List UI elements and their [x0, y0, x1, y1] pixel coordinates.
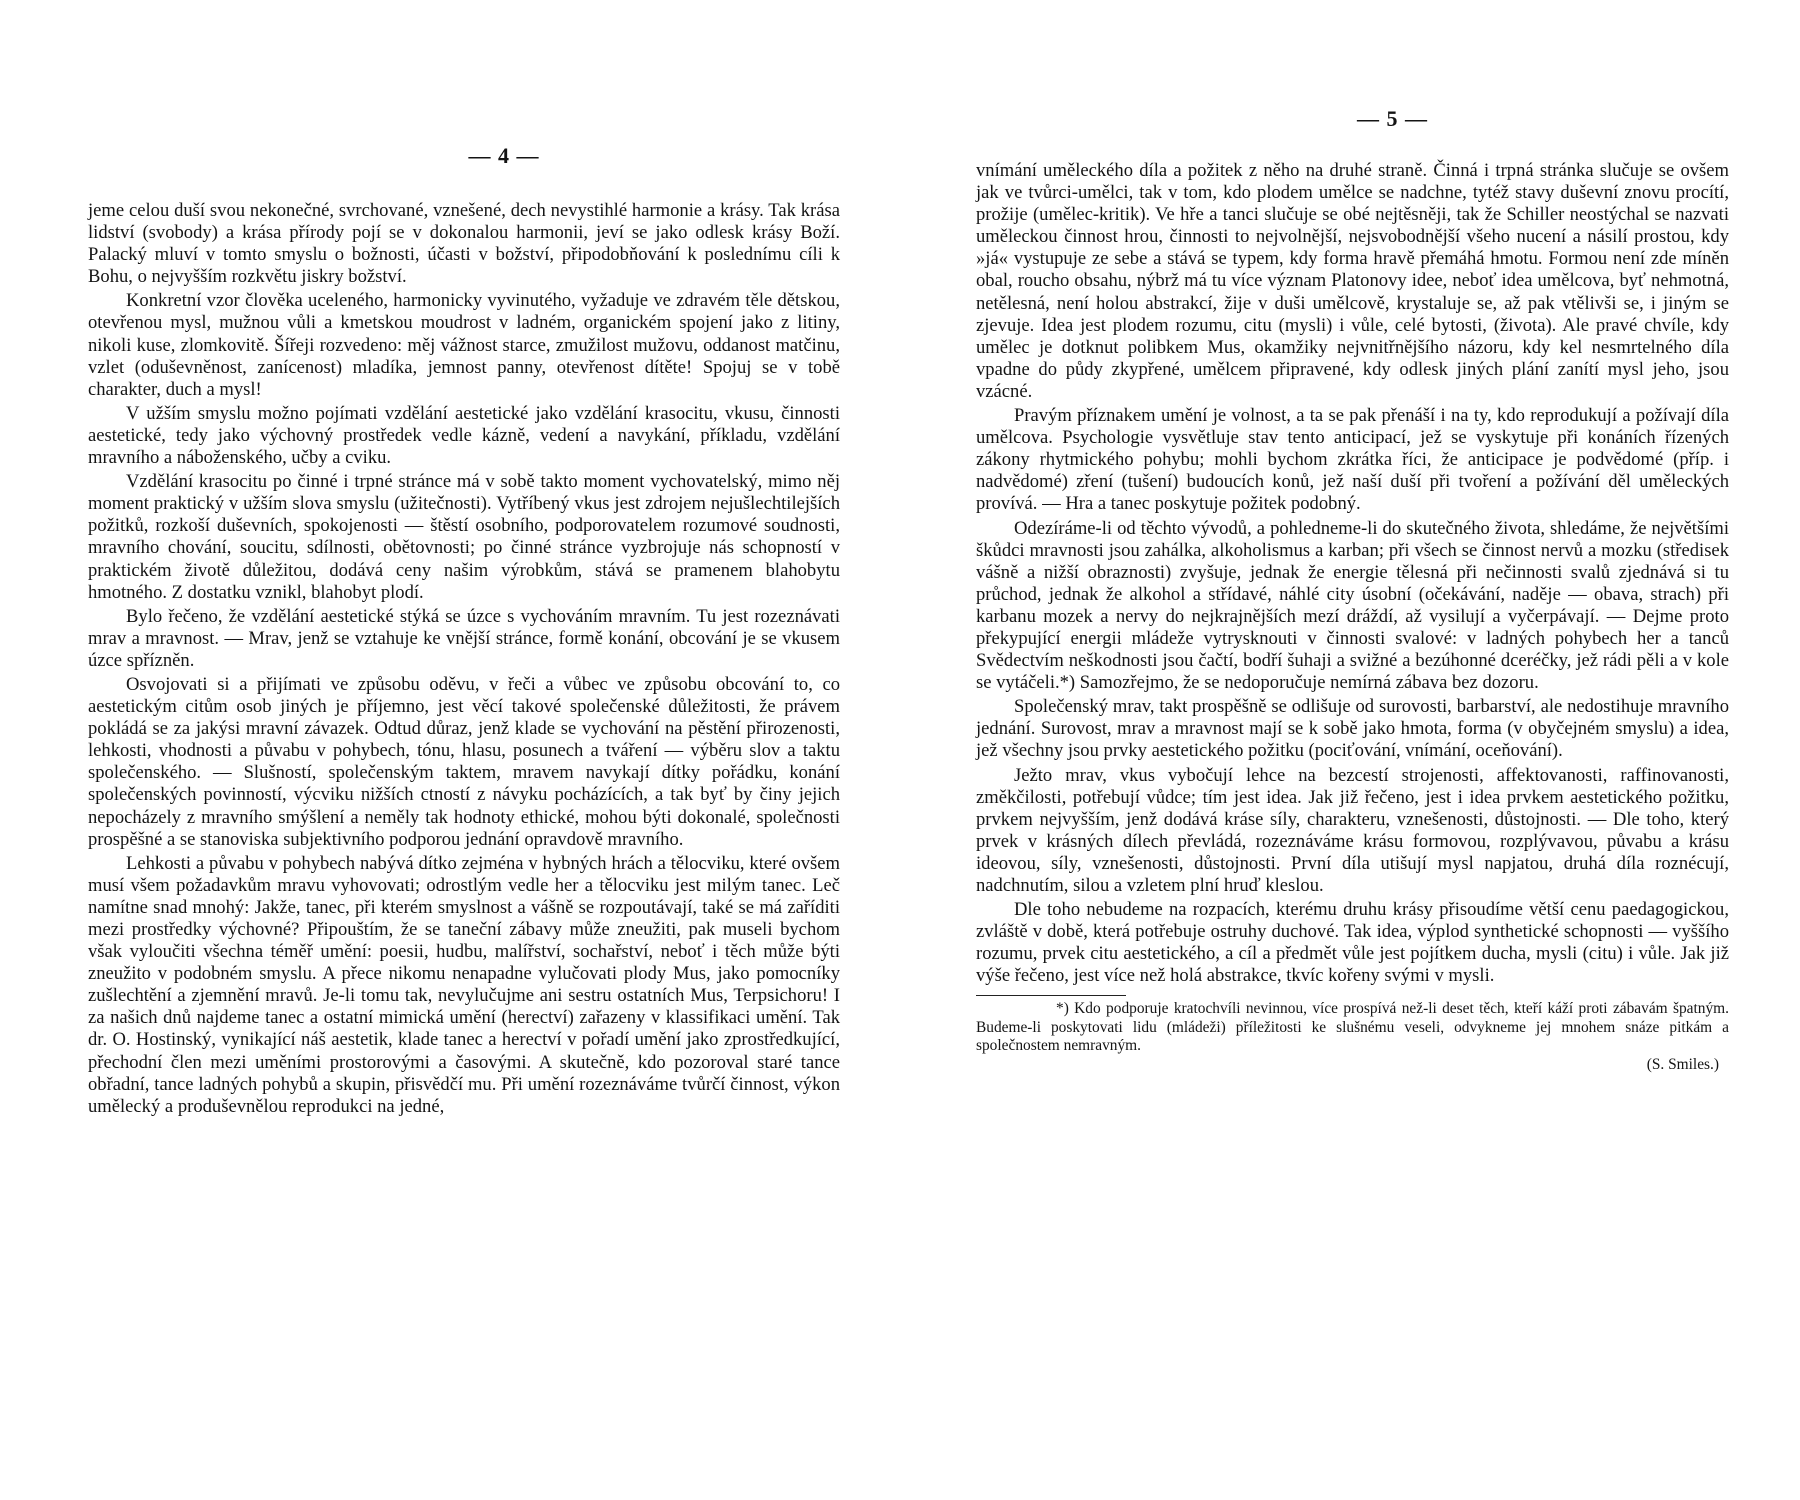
paragraph: Osvojovati si a přijímati ve způsobu oděvu, v řeči a vůbec ve způsobu obcování to, co aestetickým citům osob jiných je příjemno, jest věcí takové společenské důležitosti, že právem pokládá se za jakýsi mravní závazek. Odtud důraz, jenž klade se vychování na pěstění přirozenosti, lehkosti, vhodnosti a půvabu v pohybech, tónu, hlasu, posunech a tváření — výběru slov a taktu společenského. — Slušností, společenským taktem, mravem navykají dítky pořádku, konání společenských povinností, výcviku nižších ctností z návyku pocházících, a tak byť by činy jejich nepocházely z mravního smýšlení a neměly tak hodnoty ethické, mohou býti dokonalé, společnosti prospěšné a se stanoviska subjektivního podporou jednání opravdově mravního.: [88, 673, 840, 850]
footnote: *) Kdo podporuje kratochvíli nevinnou, více prospívá než-li deset těch, kteří káží proti zábavám špatným. Budeme-li poskytovati lidu (mládeži) příležitosti ke slušnému veseli, odvykneme jej mnohem snáze pitkám a společnostem nemravným.: [976, 1000, 1729, 1055]
paragraph: Společenský mrav, takt prospěšně se odlišuje od surovosti, barbarství, ale nedostihuje mravního jednání. Surovost, mrav a mravnost mají se k sobě jako hmota, forma (v obyčejném smyslu) a idea, jež všechny jsou prvky aestetického požitku (pociťování, vnímání, oceňování).: [976, 696, 1729, 762]
footnote-source: (S. Smiles.): [1646, 1055, 1719, 1073]
paragraph: Odezíráme-li od těchto vývodů, a pohledneme-li do skutečného života, shledáme, že největšími škůdci mravnosti jsou zahálka, alkoholismus a karban; při všech se činnost nervů a mozku (středisek vášně a nižší obraznosti) zvyšuje, jednak že energie tělesná při nečinnosti svalů zjednává si tu průchod, jednak že alkohol a střídavé, náhlé city úsobní (očekávání, naděje — obava, strach) při karbanu mozek a nervy do nejkrajnějších mezí dráždí, až vysilují a vyčerpávají. — Dejme proto překypující energii mládeže vytrysknouti v činnosti svalové: v ladných pohybech her a tanců Svědectvím neškodnosti jsou čačtí, bodří šuhaji a svižné a bezúhonné dceréčky, jež rádi pěli a v kole se vytáčeli.*) Samozřejmo, že se nedoporučuje nemírná zábava bez dozoru.: [976, 517, 1729, 694]
left-page-text: [88, 200, 840, 1118]
page-number: — 5 —: [1357, 106, 1428, 131]
paragraph: Lehkosti a půvabu v pohybech nabývá dítko zejména v hybných hrách a tělocviku, které ovšem musí všem požadavkům mravu vyhovovati; odrostlým vedle her a tělocviku jest milým tanec. Leč namítne snad mnohý: Jakže, tanec, při kterém smyslnost a vášně se rozpoutávají, také se má zaříditi mezi prostředky výchovné? Připouštím, že se taneční zábavy může zneužiti, pak museli bychom však vyloučiti všechna téměř umění: poesii, hudbu, malířství, sochařství, neboť i těch může býti zneužito v podobném smyslu. A přece nikomu nenapadne vylučovati plody Mus, jako pomocníky zušlechtění a zjemnění mravů. Je-li tomu tak, nevylučujme ani sestru ostatních Mus, Terpsichoru! I za našich dnů najdeme tanec a ostatní mimická umění (herectví) zařazeny v klassifikaci umění. Tak dr. O. Hostinský, vynikající náš aestetik, klade tanec a herectví v pořadí umění jako zprostředkující, přechodní člen mezi uměními prostorovými a časovými. A skutečně, kdo pozoroval staré tance obřadní, tance ladných pohybů a skupin, přisvědčí mu. Při umění rozeznáváme tvůrčí činnost, výkon umělecký a produševnělou reprodukci na jedné,: [88, 852, 840, 1117]
paragraph: jeme celou duší svou nekonečné, svrchované, vznešené, dech nevystihlé harmonie a krásy. Tak krása lidství (svobody) a krása přírody pojí se v dokonalou harmonii, jeví se jako odlesk krásy Boží. Palacký mluví v tomto smyslu o božnosti, účasti v božství, připodobňování k poslednímu cíli k Bohu, o nejvyšším rozkvětu jiskry božství.: [88, 200, 840, 288]
paragraph: Konkretní vzor člověka uceleného, harmonicky vyvinutého, vyžaduje ve zdravém těle dětskou, otevřenou mysl, mužnou vůli a kmetskou moudrost v ladném, organickém spojení jako z litiny, nikoli kuse, zlomkovitě. Šířeji rozvedeno: měj vážnost starce, zmužilost mužovu, oddanost matčinu, vzlet (oduševněnost, zanícenost) mladíka, jemnost panny, otevřenost dítěte! Spojuj se v tobě charakter, duch a mysl!: [88, 290, 840, 400]
paragraph: V užším smyslu možno pojímati vzdělání aestetické jako vzdělání krasocitu, vkusu, činnosti aestetické, tedy jako výchovný prostředek vedle kázně, vedení a navykání, příkladu, vzdělání mravního a náboženského, učby a cviku.: [88, 402, 840, 469]
paragraph: Pravým příznakem umění je volnost, a ta se pak přenáší i na ty, kdo reprodukují a požívají díla umělcova. Psychologie vysvětluje stav tento anticipací, jež se vyskytuje při konáních řízených zákony rhytmického pohybu; mohli bychom zkrátka říci, že anticipace je podvědomé (příp. i nadvědomé) zření (tušení) budoucích konů, jež naší duší při tvoření a požívání děl uměleckých provívá. — Hra a tanec poskytuje požitek podobný.: [976, 405, 1729, 515]
paragraph: Vzdělání krasocitu po činné i trpné stránce má v sobě takto moment vychovatelský, mimo něj moment praktický v užším slova smyslu (užitečnosti). Vytříbený vkus jest zdrojem nejušlechtilejších požitků, rozkoší duševních, spokojenosti — štěstí osobního, podporovatelem rozumové soudnosti, mravního chování, soucitu, sdílnosti, obětovnosti; po činné stránce vyzbrojuje nás schopností v praktickém životě důležitou, dodává ceny našim výrobkům, stává se pramenem blahobytu hmotného. Z dostatku vznikl, blahobyt plodí.: [88, 471, 840, 603]
paragraph: vnímání uměleckého díla a požitek z něho na druhé straně. Činná i trpná stránka slučuje se ovšem jak ve tvůrci-umělci, tak v tom, kdo plodem umělce se nadchne, tytéž stavy duševní znovu procítí, prožije (umělec-kritik). Ve hře a tanci slučuje se obé nejtěsněji, tak že Schiller neostýchal se nazvati uměleckou činnost hrou, činnosti to nejvolnější, nejsvobodnější všeho nucení a násilí prostou, kdy »já« vystupuje ze sebe a stává se typem, kdy forma hravě přemáhá hmotu. Formou není zde míněn obal, roucho obsahu, nýbrž má tu více význam Platonovy idee, neboť idea umělcova, byť nehmotná, netělesná, není holou abstrakcí, žije v duši umělcově, krystaluje se, až pak vtělivši se, i jiným se zjevuje. Idea jest plodem rozumu, citu (mysli) i vůle, celé bytosti, (života). Ale pravé chvíle, kdy umělec je dotknut polibkem Mus, okamžiky nejvnitřnějšího názoru, kdy kel nesmrtelného díla vpadne do půdy zkypřené, umělcem připravené, kdy odlesk jiných plání zanítí mysl jeho, jsou vzácné.: [976, 160, 1729, 402]
right-page-text: [976, 160, 1729, 1074]
paragraph: Dle toho nebudeme na rozpacích, kterému druhu krásy přisoudíme větší cenu paedagogickou, zvláště v době, která potřebuje ostruhy duchové. Tak idea, výplod synthetické schopnosti — vyššího rozumu, prvek citu aestetického, a cíl a předmět vůle jest pojítkem ducha, mysli (citu) i vůle. Jak již výše řečeno, jest více než holá abstrakce, tkvíc kořeny svými v mysli.: [976, 899, 1729, 987]
page-number: — 4 —: [468, 143, 540, 168]
footnote-rule: [976, 995, 1126, 996]
paragraph: Bylo řečeno, že vzdělání aestetické stýká se úzce s vychováním mravním. Tu jest rozeznávati mrav a mravnost. — Mrav, jenž se vztahuje ke vnější stránce, formě konání, obcování je se vkusem úzce spřízněn.: [88, 605, 840, 671]
paragraph: Ježto mrav, vkus vybočují lehce na bezcestí strojenosti, affektovanosti, raffinovanosti, změkčilosti, potřebují vůdce; tím jest idea. Jak již řečeno, jest i idea prvkem aestetického požitku, prvkem nejvyšším, jenž dodává kráse síly, charakteru, vznešenosti, důstojnosti. — Dle toho, který prvek v krásných dílech převládá, rozeznáváme krásu formovou, rozplývavou, půvabu a krásu ideovou, síly, vznešenosti, důstojnosti. První díla utišují mysl napjatou, druhá díla roznécují, nadchnutím, silou a vzletem plní hruď kleslou.: [976, 764, 1729, 896]
